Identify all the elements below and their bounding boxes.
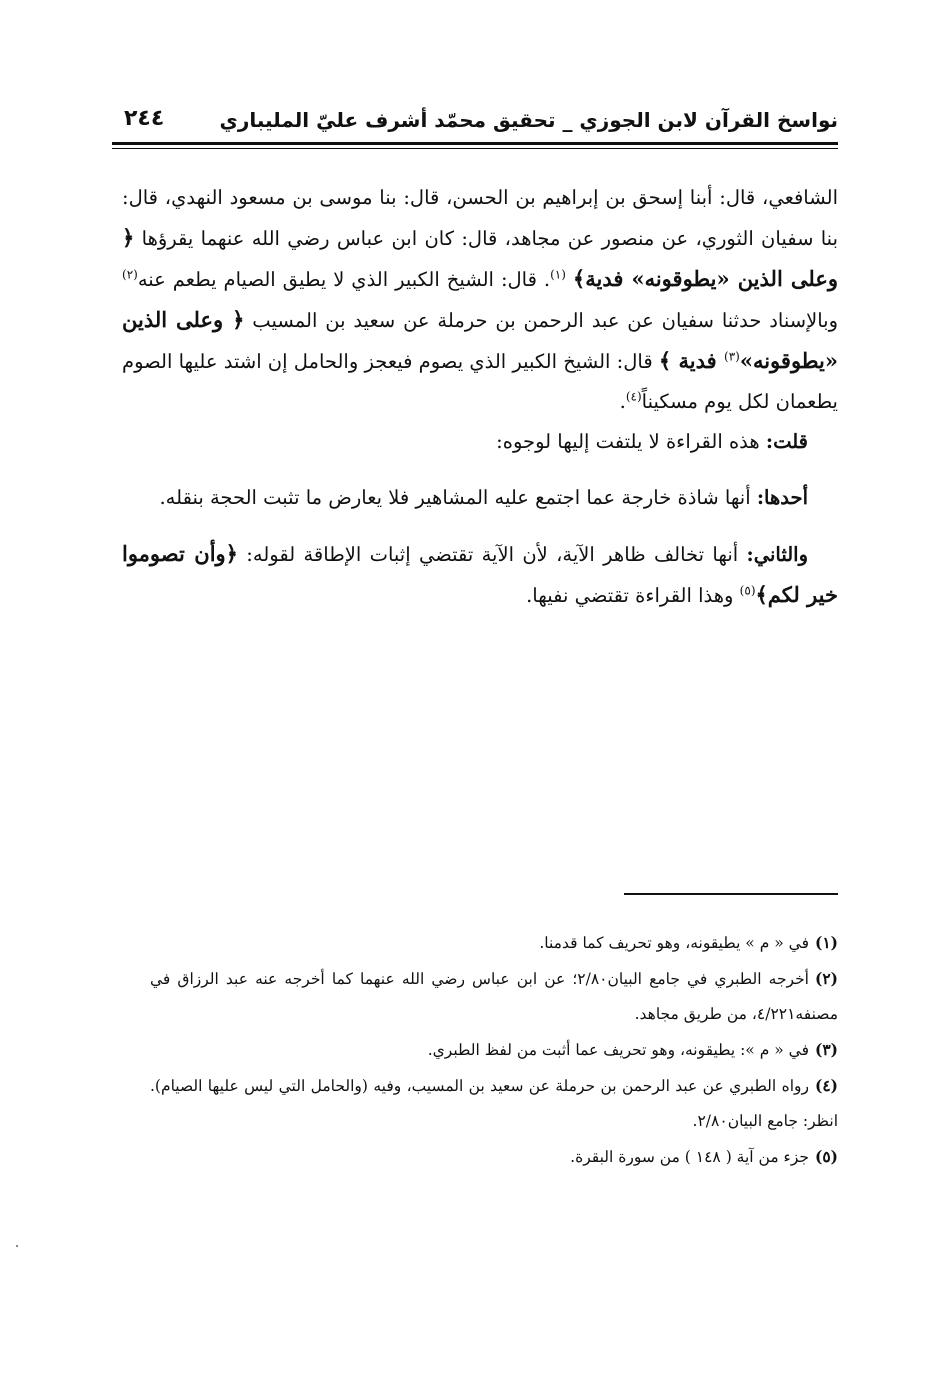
paragraph-lead: قلت:	[765, 430, 808, 453]
text-run: وهذا القراءة تقتضي نفيها.	[526, 584, 740, 607]
text-run: هذه القراءة لا يلتفت إليها لوجوه:	[496, 430, 766, 453]
footnote-number: (٢)	[814, 969, 838, 988]
running-title: نواسخ القرآن لابن الجوزي _ تحقيق محمّد أشرف عليّ المليباري	[219, 108, 838, 132]
paragraph-lead: والثاني:	[746, 543, 808, 566]
scan-speck	[16, 1245, 18, 1247]
text-run: .	[619, 390, 626, 413]
footnote-separator	[624, 893, 838, 895]
header-rule-thick	[112, 142, 838, 145]
paragraph-note	[122, 422, 838, 462]
quran-quote: ﴿ وعلى الذين «يطوقونه» فدية﴾	[122, 225, 838, 291]
quran-quote: ﴿وأن تصوموا خير لكم﴾	[122, 541, 838, 607]
footnote	[150, 1032, 838, 1068]
page-number: ٢٤٤	[124, 106, 165, 131]
footnote	[150, 925, 838, 961]
text-run: أنها شاذة خارجة عما اجتمع عليه المشاهير فلا يعارض ما تثبت الحجة بنقله.	[159, 486, 757, 509]
text-run: الشافعي، قال: أبنا إسحق بن إبراهيم بن الحسن، قال: بنا موسى بن مسعود النهدي، قال: بنا سفيان الثوري، عن منصور عن مجاهد، قال: كان ابن عباس رضي الله عنهما يقرؤها	[122, 186, 838, 250]
footnote-ref: (٢)	[122, 267, 138, 282]
text-run: وبالإسناد حدثنا سفيان عن عبد الرحمن بن حرملة عن سعيد بن المسيب	[244, 309, 838, 332]
footnote-text: جزء من آية ( ١٤٨ ) من سورة البقرة.	[570, 1148, 809, 1166]
paragraph-second-reason	[122, 534, 838, 616]
header-rule-thin	[112, 148, 838, 149]
footnote-ref: (٣)	[724, 349, 740, 364]
quran-quote: ﴿ وعلى الذين «يطوقونه»	[122, 307, 838, 373]
footnote	[150, 1068, 838, 1139]
paragraph-lead: أحدها:	[756, 486, 808, 509]
text-run: . قال: الشيخ الكبير الذي لا يطيق الصيام يطعم عنه	[137, 268, 551, 291]
quran-quote: فدية ﴾	[658, 348, 724, 373]
footnote-text: في « م »: يطيقونه، وهو تحريف عما أثبت من لفظ الطبري.	[427, 1041, 809, 1059]
main-text	[122, 178, 838, 616]
text-run: أنها تخالف ظاهر الآية، لأن الآية تقتضي إثبات الإطاقة لقوله:	[237, 543, 747, 566]
footnote-number: (٤)	[814, 1076, 838, 1095]
footnote	[150, 961, 838, 1032]
footnotes	[150, 925, 838, 1175]
running-header	[112, 104, 838, 140]
footnote-text: رواه الطبري عن عبد الرحمن بن حرملة عن سعيد بن المسيب، وفيه (والحامل التي ليس عليها الصيام). انظر: جامع البيان٢/٨٠.	[150, 1077, 838, 1130]
footnote-text: في « م » يطيقونه، وهو تحريف كما قدمنا.	[539, 934, 809, 952]
footnote-number: (١)	[814, 933, 838, 952]
footnote-ref: (٤)	[625, 389, 642, 404]
footnote-number: (٣)	[814, 1040, 838, 1059]
paragraph-first-reason	[122, 478, 838, 518]
footnote-number: (٥)	[814, 1147, 838, 1166]
paragraph-isnad	[122, 178, 838, 422]
footnote-ref: (٥)	[739, 583, 756, 598]
footnote-ref: (١)	[550, 267, 566, 282]
footnote	[150, 1139, 838, 1175]
text-run: قال: الشيخ الكبير الذي يصوم فيعجز والحامل إن اشتد عليها الصوم يطعمان لكل يوم مسكيناً	[122, 350, 838, 413]
footnote-text: أخرجه الطبري في جامع البيان٢/٨٠؛ عن ابن عباس رضي الله عنهما كما أخرجه عنه عبد الرزاق في مصنفه٤/٢٢١، من طريق مجاهد.	[150, 970, 838, 1023]
